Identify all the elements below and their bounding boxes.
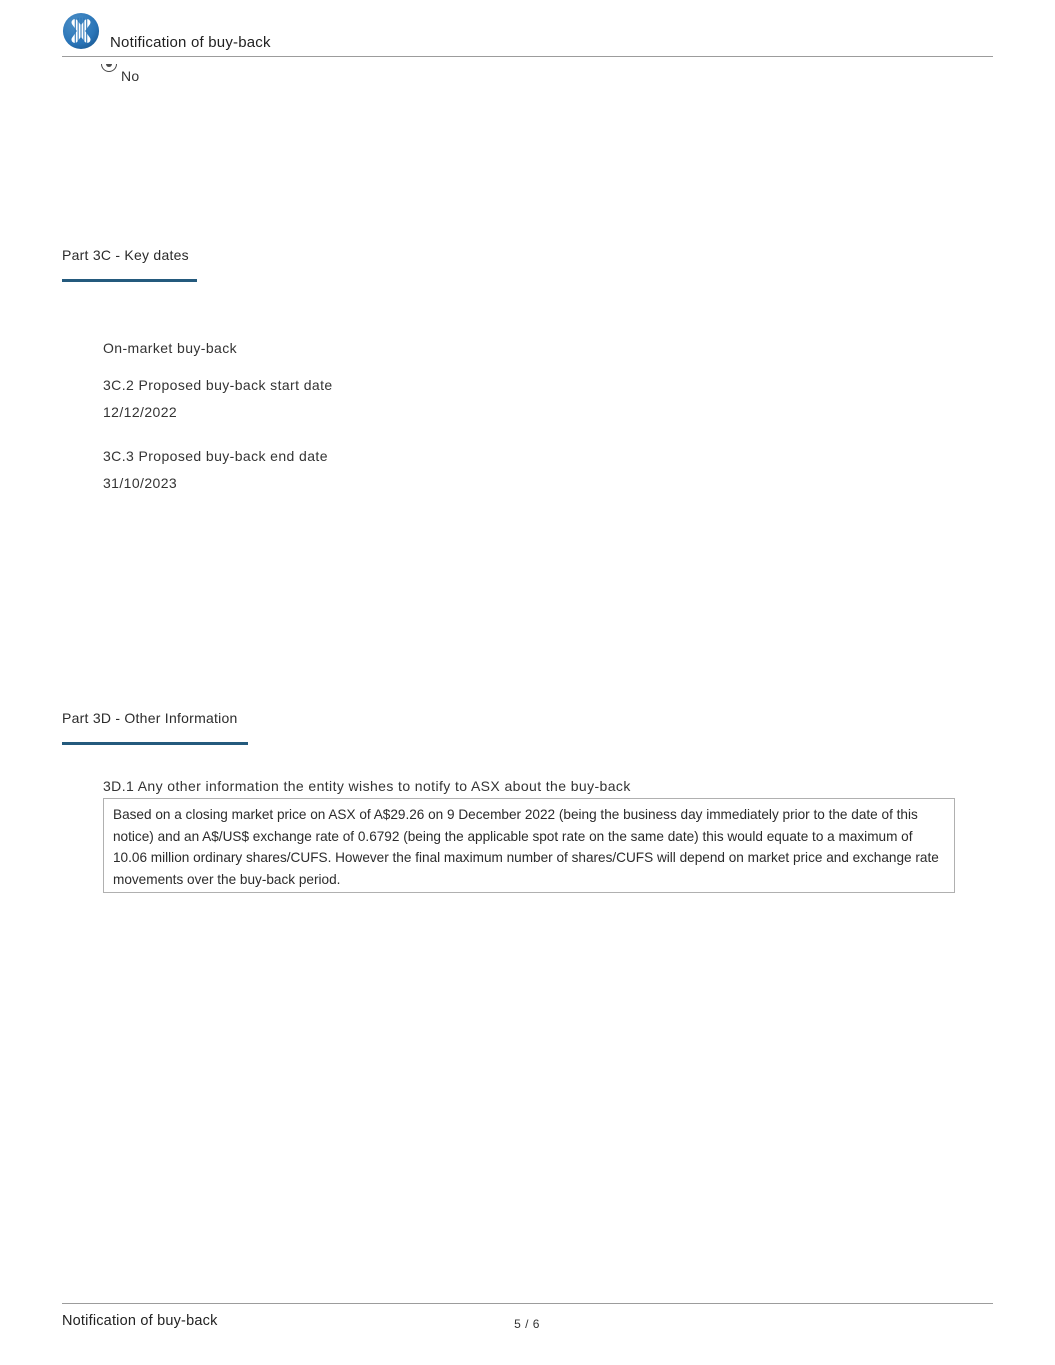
asx-logo-icon (62, 12, 100, 50)
radio-option-label: No (121, 68, 140, 84)
section-heading-underline (62, 742, 248, 745)
field-label-3c2: 3C.2 Proposed buy-back start date (103, 377, 333, 393)
section-heading-underline (62, 279, 197, 282)
subheading-on-market-buy-back: On-market buy-back (103, 340, 238, 356)
field-value-end-date: 31/10/2023 (103, 475, 178, 491)
other-information-textbox[interactable]: Based on a closing market price on ASX of A$29.26 on 9 December 2022 (being the business day immediately prior to the date of this notice) and an A$/US$ exchange rate of 0.6792 (being the applicable spot rate on the same date) this would equate to a maximum of 10.06 million ordinary shares/CUFS. However the final maximum number of shares/CUFS will depend on market price and exchange rate movements over the buy-back period. (103, 798, 955, 893)
radio-button-icon[interactable] (100, 64, 119, 79)
footer-divider (62, 1303, 993, 1304)
field-label-3c3: 3C.3 Proposed buy-back end date (103, 448, 328, 464)
field-label-3d1: 3D.1 Any other information the entity wishes to notify to ASX about the buy-back (103, 778, 631, 794)
footer-title: Notification of buy-back (62, 1313, 218, 1329)
field-value-start-date: 12/12/2022 (103, 404, 178, 420)
header-title: Notification of buy-back (110, 34, 271, 51)
header-divider (62, 56, 993, 57)
section-heading-3c: Part 3C - Key dates (62, 247, 189, 263)
radio-option-no[interactable] (100, 64, 140, 84)
page-number: 5 / 6 (514, 1317, 540, 1331)
section-heading-3d: Part 3D - Other Information (62, 710, 238, 726)
